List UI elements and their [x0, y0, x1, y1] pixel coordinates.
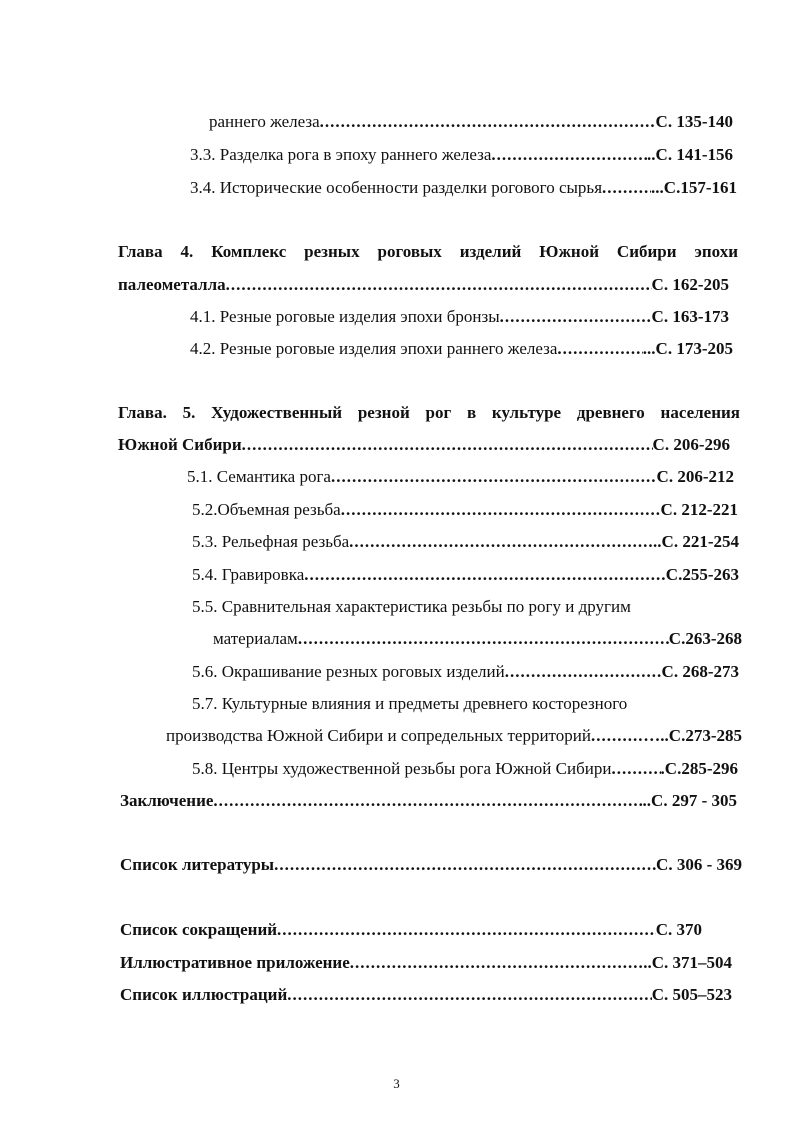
toc-entry-title: раннего железа	[209, 112, 320, 131]
leader-dots	[505, 658, 662, 686]
leader-dots	[349, 528, 653, 556]
toc-entry-title: материалам	[213, 629, 298, 648]
toc-entry-title: 5.6. Окрашивание резных роговых изделий	[192, 662, 505, 681]
leader-dots	[350, 949, 643, 977]
toc-entry-page: С. 206-296	[652, 435, 730, 454]
toc-entry	[190, 174, 737, 202]
leader-dots	[331, 463, 657, 491]
toc-entry	[190, 335, 733, 363]
leader-dots	[491, 141, 647, 169]
toc-entry	[209, 108, 733, 136]
toc-entry-page: С. 505–523	[651, 985, 732, 1004]
toc-literature	[120, 851, 742, 879]
toc-entry-page: ...С.157-161	[651, 178, 737, 197]
toc-entry-title: 3.3. Разделка рога в эпоху раннего железа	[190, 145, 492, 164]
toc-entry-page: .С.285-296	[660, 759, 738, 778]
toc-abbreviations	[120, 916, 702, 944]
leader-dots	[304, 561, 666, 589]
toc-entry	[213, 625, 742, 653]
toc-entry	[192, 528, 739, 556]
toc-entry-page: С. 212-221	[660, 500, 738, 519]
toc-chapter-entry	[118, 431, 730, 459]
toc-entry-page: С. 162-205	[651, 275, 729, 294]
toc-entry-title-line1: 5.5. Сравнительная характеристика резьбы по рогу и другим	[192, 597, 631, 616]
leader-dots	[274, 851, 656, 879]
toc-entry-title: Список сокращений	[120, 920, 278, 939]
toc-entry-title: Иллюстративное приложение	[120, 953, 350, 972]
leader-dots	[213, 787, 642, 815]
toc-entry-title: 5.4. Гравировка	[192, 565, 305, 584]
toc-entry-title: Список иллюстраций	[120, 985, 288, 1004]
toc-entry-title: 5.1. Семантика рога	[187, 467, 331, 486]
toc-entry-page: С. 268-273	[661, 662, 739, 681]
leader-dots	[242, 431, 653, 459]
toc-entry	[192, 496, 738, 524]
toc-entry-page: ..С. 141-156	[647, 145, 733, 164]
toc-entry-page: С. 163-173	[651, 307, 729, 326]
leader-dots	[611, 755, 660, 783]
leader-dots	[591, 722, 643, 750]
leader-dots	[298, 625, 669, 653]
toc-entry-title: 5.8. Центры художественной резьбы рога Южной Сибири	[192, 759, 612, 778]
leader-dots	[557, 335, 642, 363]
toc-entry	[166, 722, 742, 750]
toc-entry-title: Список литературы	[120, 855, 275, 874]
toc-entry-title: Заключение	[120, 791, 214, 810]
toc-chapter-entry	[118, 271, 729, 299]
toc-entry-title: 4.1. Резные роговые изделия эпохи бронзы	[190, 307, 500, 326]
toc-entry	[190, 303, 729, 331]
toc-entry-page: ..С. 221-254	[653, 532, 739, 551]
toc-entry-title: палеометалла	[118, 275, 226, 294]
toc-entry	[187, 463, 734, 491]
page-number: 3	[393, 1076, 400, 1091]
toc-entry-page: С. 370	[655, 920, 702, 939]
toc-entry-title: 4.2. Резные роговые изделия эпохи раннего железа	[190, 339, 558, 358]
toc-entry	[192, 561, 739, 589]
toc-entry-page: ...С. 173-205	[642, 339, 733, 358]
toc-entry-page: ..С. 297 - 305	[642, 791, 737, 810]
toc-entry-title: 5.3. Рельефная резьба	[192, 532, 350, 551]
chapter-5-heading: Глава. 5. Художественный резной рог в культуре древнего населения	[118, 403, 740, 422]
leader-dots	[320, 108, 656, 136]
toc-entry-title-line1: 5.7. Культурные влияния и предметы древнего косторезного	[192, 694, 628, 713]
toc-entry-page: С. 135-140	[655, 112, 733, 131]
leader-dots	[287, 981, 651, 1009]
chapter-4-heading: Глава 4. Комплекс резных роговых изделий Южной Сибири эпохи	[118, 242, 738, 261]
toc-conclusion	[120, 787, 737, 815]
leader-dots	[602, 174, 651, 202]
leader-dots	[277, 916, 656, 944]
toc-entry-title: производства Южной Сибири и сопредельных территорий	[166, 726, 591, 745]
toc-entry-title: 3.4. Исторические особенности разделки рогового сырья	[190, 178, 603, 197]
toc-entry	[190, 141, 733, 169]
toc-entry-title: 5.2.Объемная резьба	[192, 500, 341, 519]
toc-entry-page: С.263-268	[668, 629, 742, 648]
toc-entry-page: ..С. 371–504	[643, 953, 732, 972]
toc-entry	[192, 755, 738, 783]
toc-entry-page: С.255-263	[665, 565, 739, 584]
leader-dots	[341, 496, 661, 524]
leader-dots	[226, 271, 652, 299]
toc-entry-page: С. 306 - 369	[656, 855, 742, 874]
leader-dots	[500, 303, 652, 331]
toc-appendix	[120, 949, 732, 977]
toc-entry-page: С. 206-212	[656, 467, 734, 486]
toc-entry-page: …..С.273-285	[643, 726, 742, 745]
toc-entry-title: Южной Сибири	[118, 435, 242, 454]
toc-illustrations	[120, 981, 732, 1009]
toc-entry	[192, 658, 739, 686]
